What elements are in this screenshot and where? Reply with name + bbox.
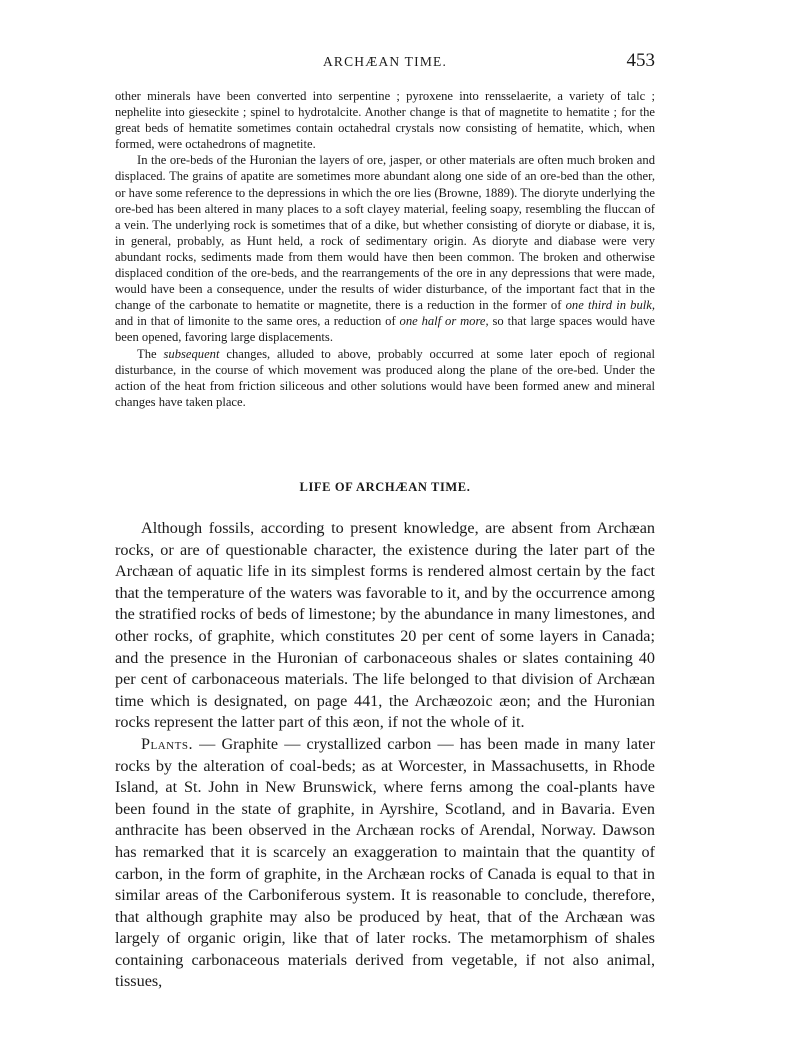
emphasis-text: one third in bulk, (565, 298, 656, 313)
paragraph-life (115, 518, 655, 734)
page-header (115, 50, 655, 74)
paragraph-text: changes, alluded to above, probably occurred at some later epoch of regional disturbance, in the course of which movement was produced along the plane of the ore-bed. Under the action of the heat from friction siliceous and other solutions would have been formed anew and mineral changes have taken place. (115, 346, 655, 409)
emphasis-text: subsequent (163, 346, 220, 361)
section-heading: LIFE OF ARCHÆAN TIME. (299, 480, 471, 494)
running-head: ARCHÆAN TIME. (322, 54, 448, 69)
paragraph-text: other minerals have been converted into serpentine ; pyroxene into rensselaerite, a variety of talc ; nephelite into gieseckite ; spinel to hydrotalcite. Another change is that of magnetite to hematite ; for the great beds of hematite sometimes contain octahedral crystals now consisting of hematite, which, when formed, were octahedrons of magnetite. (115, 89, 655, 152)
paragraph-text: The (137, 346, 157, 361)
page-number: 453 (626, 50, 655, 71)
paragraph-subsequent-changes (115, 346, 655, 410)
emphasis-text: one half or more, (399, 314, 489, 329)
paragraph-plants (115, 734, 655, 993)
paragraph-minerals (115, 88, 655, 152)
paragraph-text: In the ore-beds of the Huronian the layers of ore, jasper, or other materials are often much broken and displaced. The grains of apatite are sometimes more abundant along one side of an ore-bed than the other, or have some reference to the depressions in which the ore lies (Browne, 1889). The dioryte underlying the ore-bed has been altered in many places to a soft clayey material, feeling soapy, resembling the fluccan of a vein. The underlying rock is sometimes that of a dike, but whether consisting of dioryte or diabase, it is, in general, probably, as Hunt held, a rock of sedimentary origin. As dioryte and diabase were very abundant rocks, sediments made from them would have then been common. The broken and otherwise displaced condition of the ore-beds, and the rearrangements of the ore in any depressions that were made, would have been a consequence, under the results of wider disturbance, of the important fact that in the change of the carbonate to hematite or magnetite, there is a reduction in the former of (115, 153, 655, 313)
paragraph-text: Although fossils, according to present knowledge, are absent from Archæan rocks, or are of questionable character, the existence during the later part of the Archæan of aquatic life in its simplest forms is rendered almost certain by the fact that the temperature of the waters was favorable to it, and by the occurrence among the stratified rocks of beds of limestone; by the abundance in many limestones, and other rocks, of graphite, which constitutes 20 per cent of some layers in Canada; and the presence in the Huronian of carbonaceous shales or slates containing 40 per cent of carbonaceous materials. The life belonged to that division of Archæan time which is designated, on page 441, the Archæozoic æon; and the Huronian rocks represent the latter part of this æon, if not the whole of it. (115, 519, 655, 732)
paragraph-ore-beds (115, 152, 655, 345)
small-print-section (115, 88, 655, 410)
paragraph-text: so that large spaces would have been opened, favoring large displacements. (115, 314, 655, 345)
paragraph-text: — Graphite — crystallized carbon — has been made in many later rocks by the alteration of coal-beds; as at Worcester, in Massachusetts, in Rhode Island, at St. John in New Brunswick, where ferns among the coal-plants have been found in the state of graphite, in Ayrshire, Scotland, and in Bavaria. Even anthracite has been observed in the Archæan rocks of Arendal, Norway. Dawson has remarked that it is scarcely an exaggeration to maintain that the quantity of carbon, in the form of graphite, in the Archæan rocks of Canada is equal to that in similar areas of the Carboniferous system. It is reasonable to conclude, therefore, that although graphite may also be produced by heat, that of the Archæan was largely of organic origin, like that of later rocks. The metamorphism of shales containing carbonaceous materials derived from vegetable, if not also animal, tissues, (115, 734, 656, 991)
paragraph-text: and in that of limonite to the same ores, a reduction of (115, 314, 396, 329)
subheading-plants: Plants. (141, 734, 193, 753)
main-text-section (115, 518, 655, 993)
